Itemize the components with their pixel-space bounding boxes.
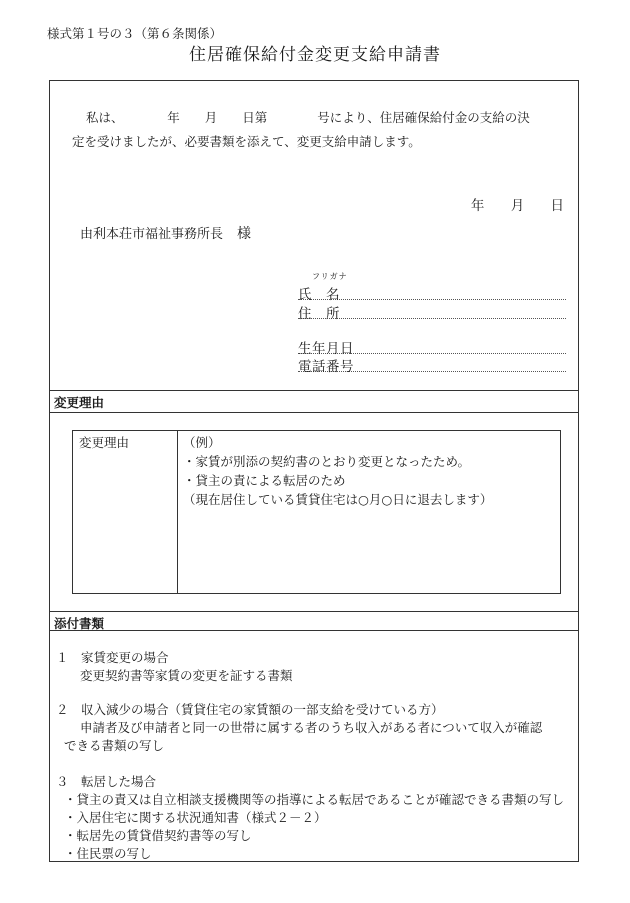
date-year-label: 年	[470, 198, 485, 214]
attachment-item-1-detail: 変更契約書等家賃の変更を証する書類	[80, 668, 293, 683]
application-date	[471, 194, 564, 214]
section-divider	[50, 412, 578, 413]
phone-field[interactable]	[298, 355, 566, 375]
document-title: 住居確保給付金変更支給申請書	[189, 45, 441, 65]
addressee-name: 由利本荘市福祉事務所長	[80, 227, 224, 242]
attachment-item-3-heading: ３ 転居した場合	[56, 774, 157, 789]
application-frame	[49, 80, 579, 862]
attachment-item-3-detail-1: ・貸主の責又は自立相談支援機関等の指導による転居であることが確認できる書類の写し	[64, 792, 565, 807]
intro-line-2: 定を受けましたが、必要書類を添えて、変更支給申請します。	[72, 134, 421, 149]
attachments-section-title: 添付書類	[54, 616, 105, 631]
change-reason-box[interactable]	[72, 430, 561, 594]
change-reason-label: 変更理由	[79, 435, 130, 450]
date-day-label: 日	[550, 198, 564, 214]
change-reason-examples	[183, 433, 492, 509]
example-line-1: ・家賃が別添の契約書のとおり変更となったため。	[183, 454, 471, 469]
date-month-label: 月	[510, 198, 525, 214]
attachment-item-2-detail-2: できる書類の写し	[64, 738, 165, 753]
box-divider	[177, 431, 178, 593]
example-heading: （例）	[183, 435, 221, 450]
birthdate-label: 生年月日	[298, 341, 354, 357]
intro-line-1: 私は、 年 月 日第 号により、住居確保給付金の支給の決	[86, 110, 530, 125]
form-number: 様式第１号の３（第６条関係）	[47, 26, 223, 41]
addressee	[80, 223, 251, 243]
phone-label: 電話番号	[298, 359, 354, 375]
furigana-label: フリガナ	[312, 272, 348, 281]
section-divider	[50, 630, 578, 631]
example-line-2: ・貸主の責による転居のため	[183, 473, 346, 488]
name-field[interactable]	[298, 283, 566, 303]
change-reason-section-title: 変更理由	[54, 395, 105, 410]
birthdate-field[interactable]	[298, 337, 566, 357]
attachment-item-3-detail-4: ・住民票の写し	[64, 846, 152, 861]
addressee-honorific: 様	[237, 226, 252, 242]
example-line-3: （現在居住している賃貸住宅は○月○日に退去します）	[183, 492, 493, 507]
attachment-item-3-detail-3: ・転居先の賃貸借契約書等の写し	[64, 828, 252, 843]
section-divider	[50, 611, 578, 612]
attachment-item-3-detail-2: ・入居住宅に関する状況通知書（様式２－２）	[64, 810, 327, 825]
name-label: 氏 名	[298, 287, 340, 303]
section-divider	[50, 390, 578, 391]
address-field[interactable]	[298, 302, 566, 322]
attachment-item-2-heading: ２ 収入減少の場合（賃貸住宅の家賃額の一部支給を受けている方）	[56, 702, 444, 717]
address-label: 住 所	[298, 306, 340, 322]
attachment-item-2-detail-1: 申請者及び申請者と同一の世帯に属する者のうち収入がある者について収入が確認	[80, 720, 543, 735]
attachment-item-1-heading: １ 家賃変更の場合	[56, 650, 169, 665]
